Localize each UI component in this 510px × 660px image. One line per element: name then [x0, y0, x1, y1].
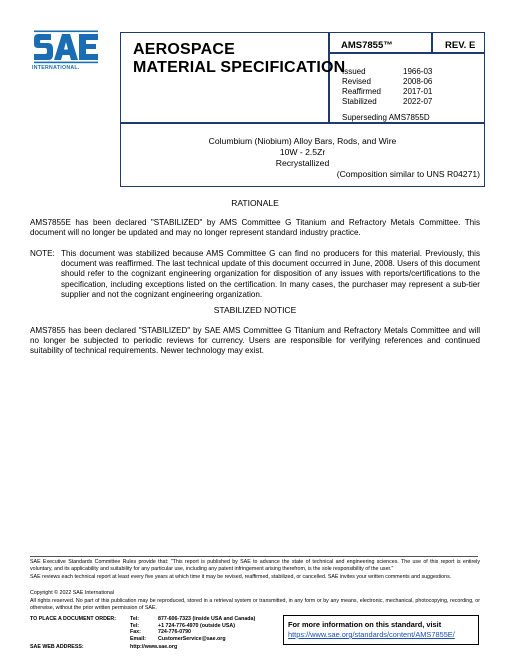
header-divider	[431, 33, 433, 53]
subject-line: 10W - 2.5Zr	[279, 147, 326, 157]
web-label: SAE WEB ADDRESS:	[30, 644, 84, 650]
subject-line: Recrystallized	[275, 158, 330, 168]
doc-title: AEROSPACE	[133, 41, 235, 58]
more-info-title: For more information on this standard, visit	[288, 620, 442, 629]
contact-value: 724-776-0790	[158, 629, 191, 635]
rationale-heading: RATIONALE	[231, 198, 279, 208]
stabilized-text: AMS7855 has been declared "STABILIZED" by SAE AMS Committee G Titanium and Refractory Metals Committee and will no longer be subjected to periodic reviews for currency. Users are responsible for verifying references and continued suitability of technical requirements. Newer technology may exist.	[30, 326, 480, 356]
contact-label: Email:	[130, 635, 146, 642]
contact-label: Tel:	[130, 616, 140, 622]
subject-line: Columbium (Niobium) Alloy Bars, Rods, and Wire	[208, 136, 397, 146]
history-label: Revised	[342, 77, 371, 86]
history-date: 2022-07	[403, 97, 433, 106]
contact-value: 877-606-7323 (inside USA and Canada)	[158, 616, 256, 622]
doc-title: MATERIAL SPECIFICATION	[133, 59, 346, 76]
rationale-text: AMS7855E has been declared "STABILIZED" by AMS Committee G Titanium and Refractory Metals Committee. This document will no longer be updated and may no longer represent standard industry practice.	[30, 218, 480, 238]
sae-logo	[32, 30, 102, 78]
history-label: Stabilized	[342, 97, 377, 106]
sae-wordmark-icon	[32, 30, 102, 64]
header-divider	[121, 122, 484, 124]
standard-url-link[interactable]: https://www.sae.org/standards/content/AMS7855E/	[288, 630, 455, 639]
header-divider	[328, 33, 330, 122]
spec-subject	[121, 136, 484, 169]
history-date: 2017-01	[403, 87, 433, 96]
composition-note: (Composition similar to UNS R04271)	[336, 169, 480, 179]
order-label: TO PLACE A DOCUMENT ORDER:	[30, 616, 117, 622]
note-text: This document was stabilized because AMS Committee G can find no producers for this material. Previously, this document was reaffirmed. The last technical update of this document occurred in June, 2008. Users of this document should refer to the cognizant engineering organization for disposition of any issues with reports/certifications to the specification, including exceptions listed on the certification. In many cases, the purchaser may represent a sub-tier supplier and not the cognizant engineering organization.	[61, 249, 480, 299]
sae-web-link[interactable]: http://www.sae.org	[130, 644, 178, 650]
contact-value: +1 724-776-4970 (outside USA)	[158, 622, 235, 629]
history-date: 1966-03	[403, 67, 433, 76]
logo-subtitle: INTERNATIONAL.	[32, 65, 80, 71]
footer-review-text: SAE reviews each technical report at least every five years at which time it may be revised, reaffirmed, stabilized, or cancelled. SAE invites your written comments and suggestions.	[30, 574, 452, 580]
contact-label: Fax:	[130, 629, 141, 635]
revision-label: REV. E	[445, 40, 476, 51]
stabilized-heading: STABILIZED NOTICE	[213, 305, 297, 315]
note-label: NOTE:	[30, 249, 55, 258]
footer-rights-text: All rights reserved. No part of this publication may be reproduced, stored in a retrieval system or transmitted, in any form or by any means, electronic, mechanical, photocopying, recording, or otherwise, without the prior written permission of SAE.	[30, 598, 480, 611]
footer-rules-text: SAE Executive Standards Committee Rules provide that: "This report is published by SAE to advance the state of technical and engineering sciences. The use of this report is entirely voluntary, and its applicability and suitability for any particular use, including any patent infringement arising therefrom, is the sole responsibility of the user."	[30, 559, 480, 572]
more-info-box	[283, 615, 479, 645]
header-divider	[328, 52, 484, 54]
history-label: Issued	[342, 67, 366, 76]
footer-copyright: Copyright © 2022 SAE International	[30, 590, 114, 596]
contact-email-link[interactable]: CustomerService@sae.org	[158, 635, 226, 642]
footer-divider	[30, 556, 478, 557]
history-label: Reaffirmed	[342, 87, 381, 96]
supersedes-note: Superseding AMS7855D	[342, 113, 430, 122]
spec-header-box	[120, 32, 485, 187]
history-date: 2008-06	[403, 77, 433, 86]
contact-label: Tel:	[130, 622, 140, 629]
doc-number: AMS7855™	[341, 40, 393, 51]
